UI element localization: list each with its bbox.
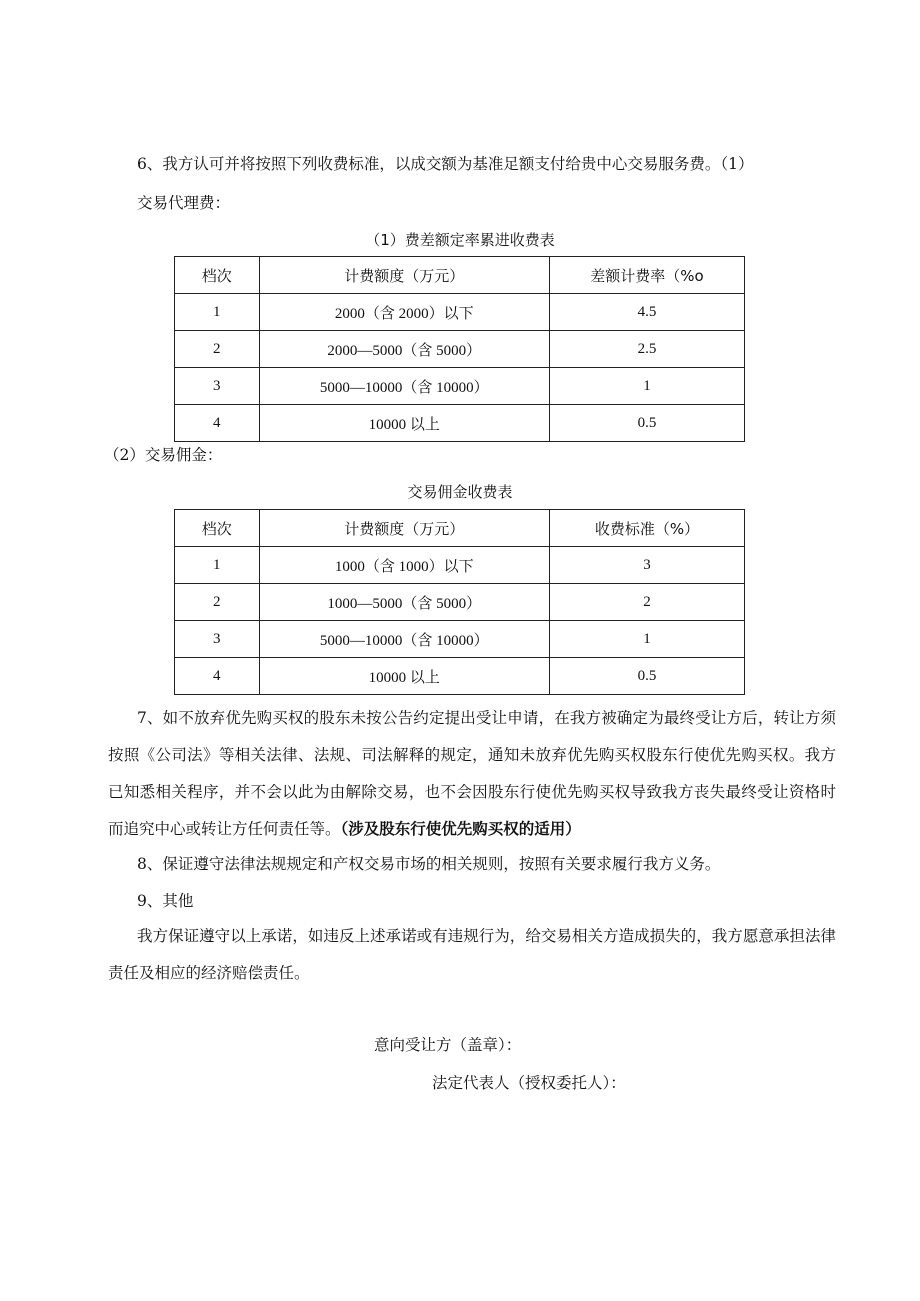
table-cell: 1000—5000（含 5000） xyxy=(259,584,549,621)
table-cell: 4.5 xyxy=(550,294,745,331)
table-row xyxy=(175,294,745,331)
signature-representative: 法定代表人（授权委托人）： xyxy=(432,1074,626,1092)
table-cell: 3 xyxy=(175,368,260,405)
table-header-row xyxy=(175,510,745,547)
table-cell: 1000（含 1000）以下 xyxy=(259,547,549,584)
section-2-label: （2）交易佣金： xyxy=(104,446,223,464)
clause-9: 9、其他 xyxy=(137,892,194,910)
table-cell: 10000 以上 xyxy=(259,405,549,442)
table-cell: 2 xyxy=(549,584,744,621)
table-header-row xyxy=(175,257,745,294)
table-cell: 2000（含 2000）以下 xyxy=(259,294,549,331)
table-cell: 2 xyxy=(175,331,260,368)
guarantee-paragraph: 我方保证遵守以上承诺，如违反上述承诺或有违规行为，给交易相关方造成损失的，我方愿意承担法律责任及相应的经济赔偿责任。 xyxy=(108,927,836,982)
table-cell: 10000 以上 xyxy=(259,658,549,695)
table-cell: 4 xyxy=(175,405,260,442)
clause-7 xyxy=(108,700,836,848)
table-row xyxy=(175,658,745,695)
table-row xyxy=(175,331,745,368)
fee-table-1 xyxy=(174,256,745,442)
fee-table-2 xyxy=(174,509,745,695)
table-cell: 1 xyxy=(550,368,745,405)
clause-6-line-1: 6、我方认可并将按照下列收费标准，以成交额为基准足额支付给贵中心交易服务费。（1） xyxy=(137,155,754,173)
header-cell: 收费标准（%） xyxy=(549,510,744,547)
table-cell: 1 xyxy=(175,547,260,584)
header-cell: 计费额度（万元） xyxy=(259,510,549,547)
table-row xyxy=(175,368,745,405)
table-cell: 3 xyxy=(549,547,744,584)
header-cell: 差额计费率（%o xyxy=(550,257,745,294)
table-cell: 2 xyxy=(175,584,260,621)
clause-6-line-2: 交易代理费： xyxy=(137,194,231,212)
table-row xyxy=(175,621,745,658)
table-cell: 0.5 xyxy=(549,658,744,695)
table2-caption: 交易佣金收费表 xyxy=(407,483,513,501)
clause-8: 8、保证遵守法律法规规定和产权交易市场的相关规则，按照有关要求履行我方义务。 xyxy=(137,855,721,873)
header-cell: 档次 xyxy=(175,510,260,547)
table-cell: 1 xyxy=(549,621,744,658)
table-cell: 5000—10000（含 10000） xyxy=(259,368,549,405)
header-cell: 计费额度（万元） xyxy=(259,257,549,294)
clause-7-text: 7、如不放弃优先购买权的股东未按公告约定提出受让申请，在我方被确定为最终受让方后，转让方须按照《公司法》等相关法律、法规、司法解释的规定，通知未放弃优先购买权股东行使优先购买权。我方已知悉相关程序，并不会以此为由解除交易，也不会因股东行使优先购买权导致我方丧失最终受让资格时而追究中心或转让方任何责任等。 xyxy=(108,709,836,838)
table-row xyxy=(175,584,745,621)
table-cell: 5000—10000（含 10000） xyxy=(259,621,549,658)
table-row xyxy=(175,405,745,442)
signature-transferee: 意向受让方（盖章）： xyxy=(374,1036,522,1054)
table1-caption: （1）费差额定率累进收费表 xyxy=(365,231,555,249)
table-cell: 4 xyxy=(175,658,260,695)
table-cell: 2.5 xyxy=(550,331,745,368)
table-cell: 3 xyxy=(175,621,260,658)
table-cell: 1 xyxy=(175,294,260,331)
clause-7-note: （涉及股东行使优先购买权的适用） xyxy=(340,820,581,838)
table-row xyxy=(175,547,745,584)
table-cell: 0.5 xyxy=(550,405,745,442)
table-cell: 2000—5000（含 5000） xyxy=(259,331,549,368)
header-cell: 档次 xyxy=(175,257,260,294)
